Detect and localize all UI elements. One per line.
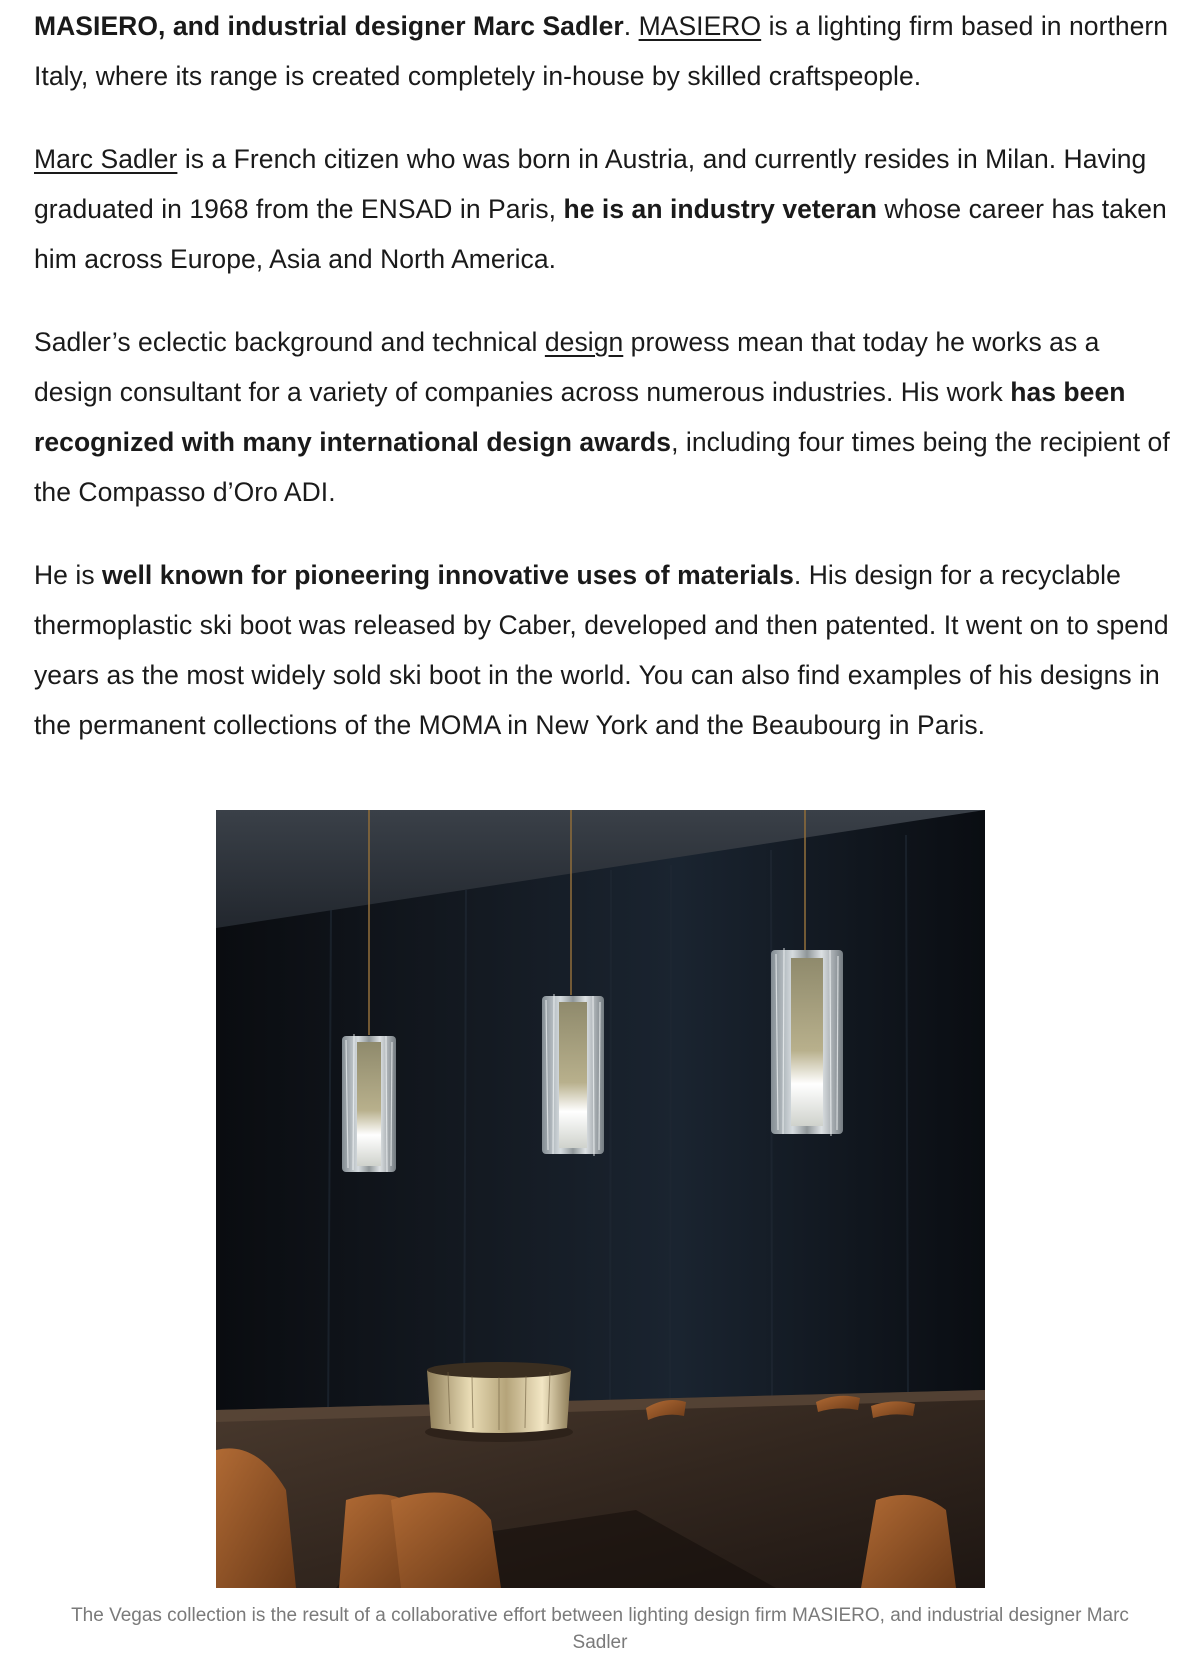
paragraph-biography: Marc Sadler is a French citizen who was born in Austria, and currently resides in Milan. Having graduated in 1968 from the ENSAD in Paris, he is an industry veteran whose career has taken him across Europe, Asia and North America. [34, 144, 1167, 274]
bold-text: has been recognized with many international design awards [34, 377, 1126, 457]
paragraph-materials: He is well known for pioneering innovative uses of materials. His design for a recyclable thermoplastic ski boot was released by Caber, developed and then patented. It went on to spend years as the most widely sold ski boot in the world. You can also find examples of his designs in the permanent collections of the MOMA in New York and the Beaubourg in Paris. [34, 560, 1169, 740]
design-link[interactable]: design [544, 327, 624, 357]
vegas-pendant-lights-photo [216, 810, 985, 1588]
paragraph-career: Sadler’s eclectic background and technical design prowess mean that today he works as a design consultant for a variety of companies across numerous industries. His work has been recognized with many international design awards, including four times being the recipient of the Compasso d’Oro ADI. [34, 327, 1170, 507]
bold-text: well known for pioneering innovative uses of materials [102, 560, 794, 590]
paragraph-intro: MASIERO, and industrial designer Marc Sadler. MASIERO is a lighting firm based in northern Italy, where its range is created completely in-house by skilled craftspeople. [34, 11, 1169, 91]
article-body [34, 0, 1174, 783]
bold-text: he is an industry veteran [563, 194, 877, 224]
marc-sadler-link[interactable]: Marc Sadler [34, 144, 178, 174]
masiero-link[interactable]: MASIERO [638, 11, 762, 41]
article-figure [0, 810, 1200, 1656]
figure-caption: The Vegas collection is the result of a collaborative effort between lighting design firm MASIERO, and industrial designer Marc Sadler [71, 1605, 1129, 1653]
bold-text: MASIERO, and industrial designer Marc Sadler [34, 11, 624, 41]
